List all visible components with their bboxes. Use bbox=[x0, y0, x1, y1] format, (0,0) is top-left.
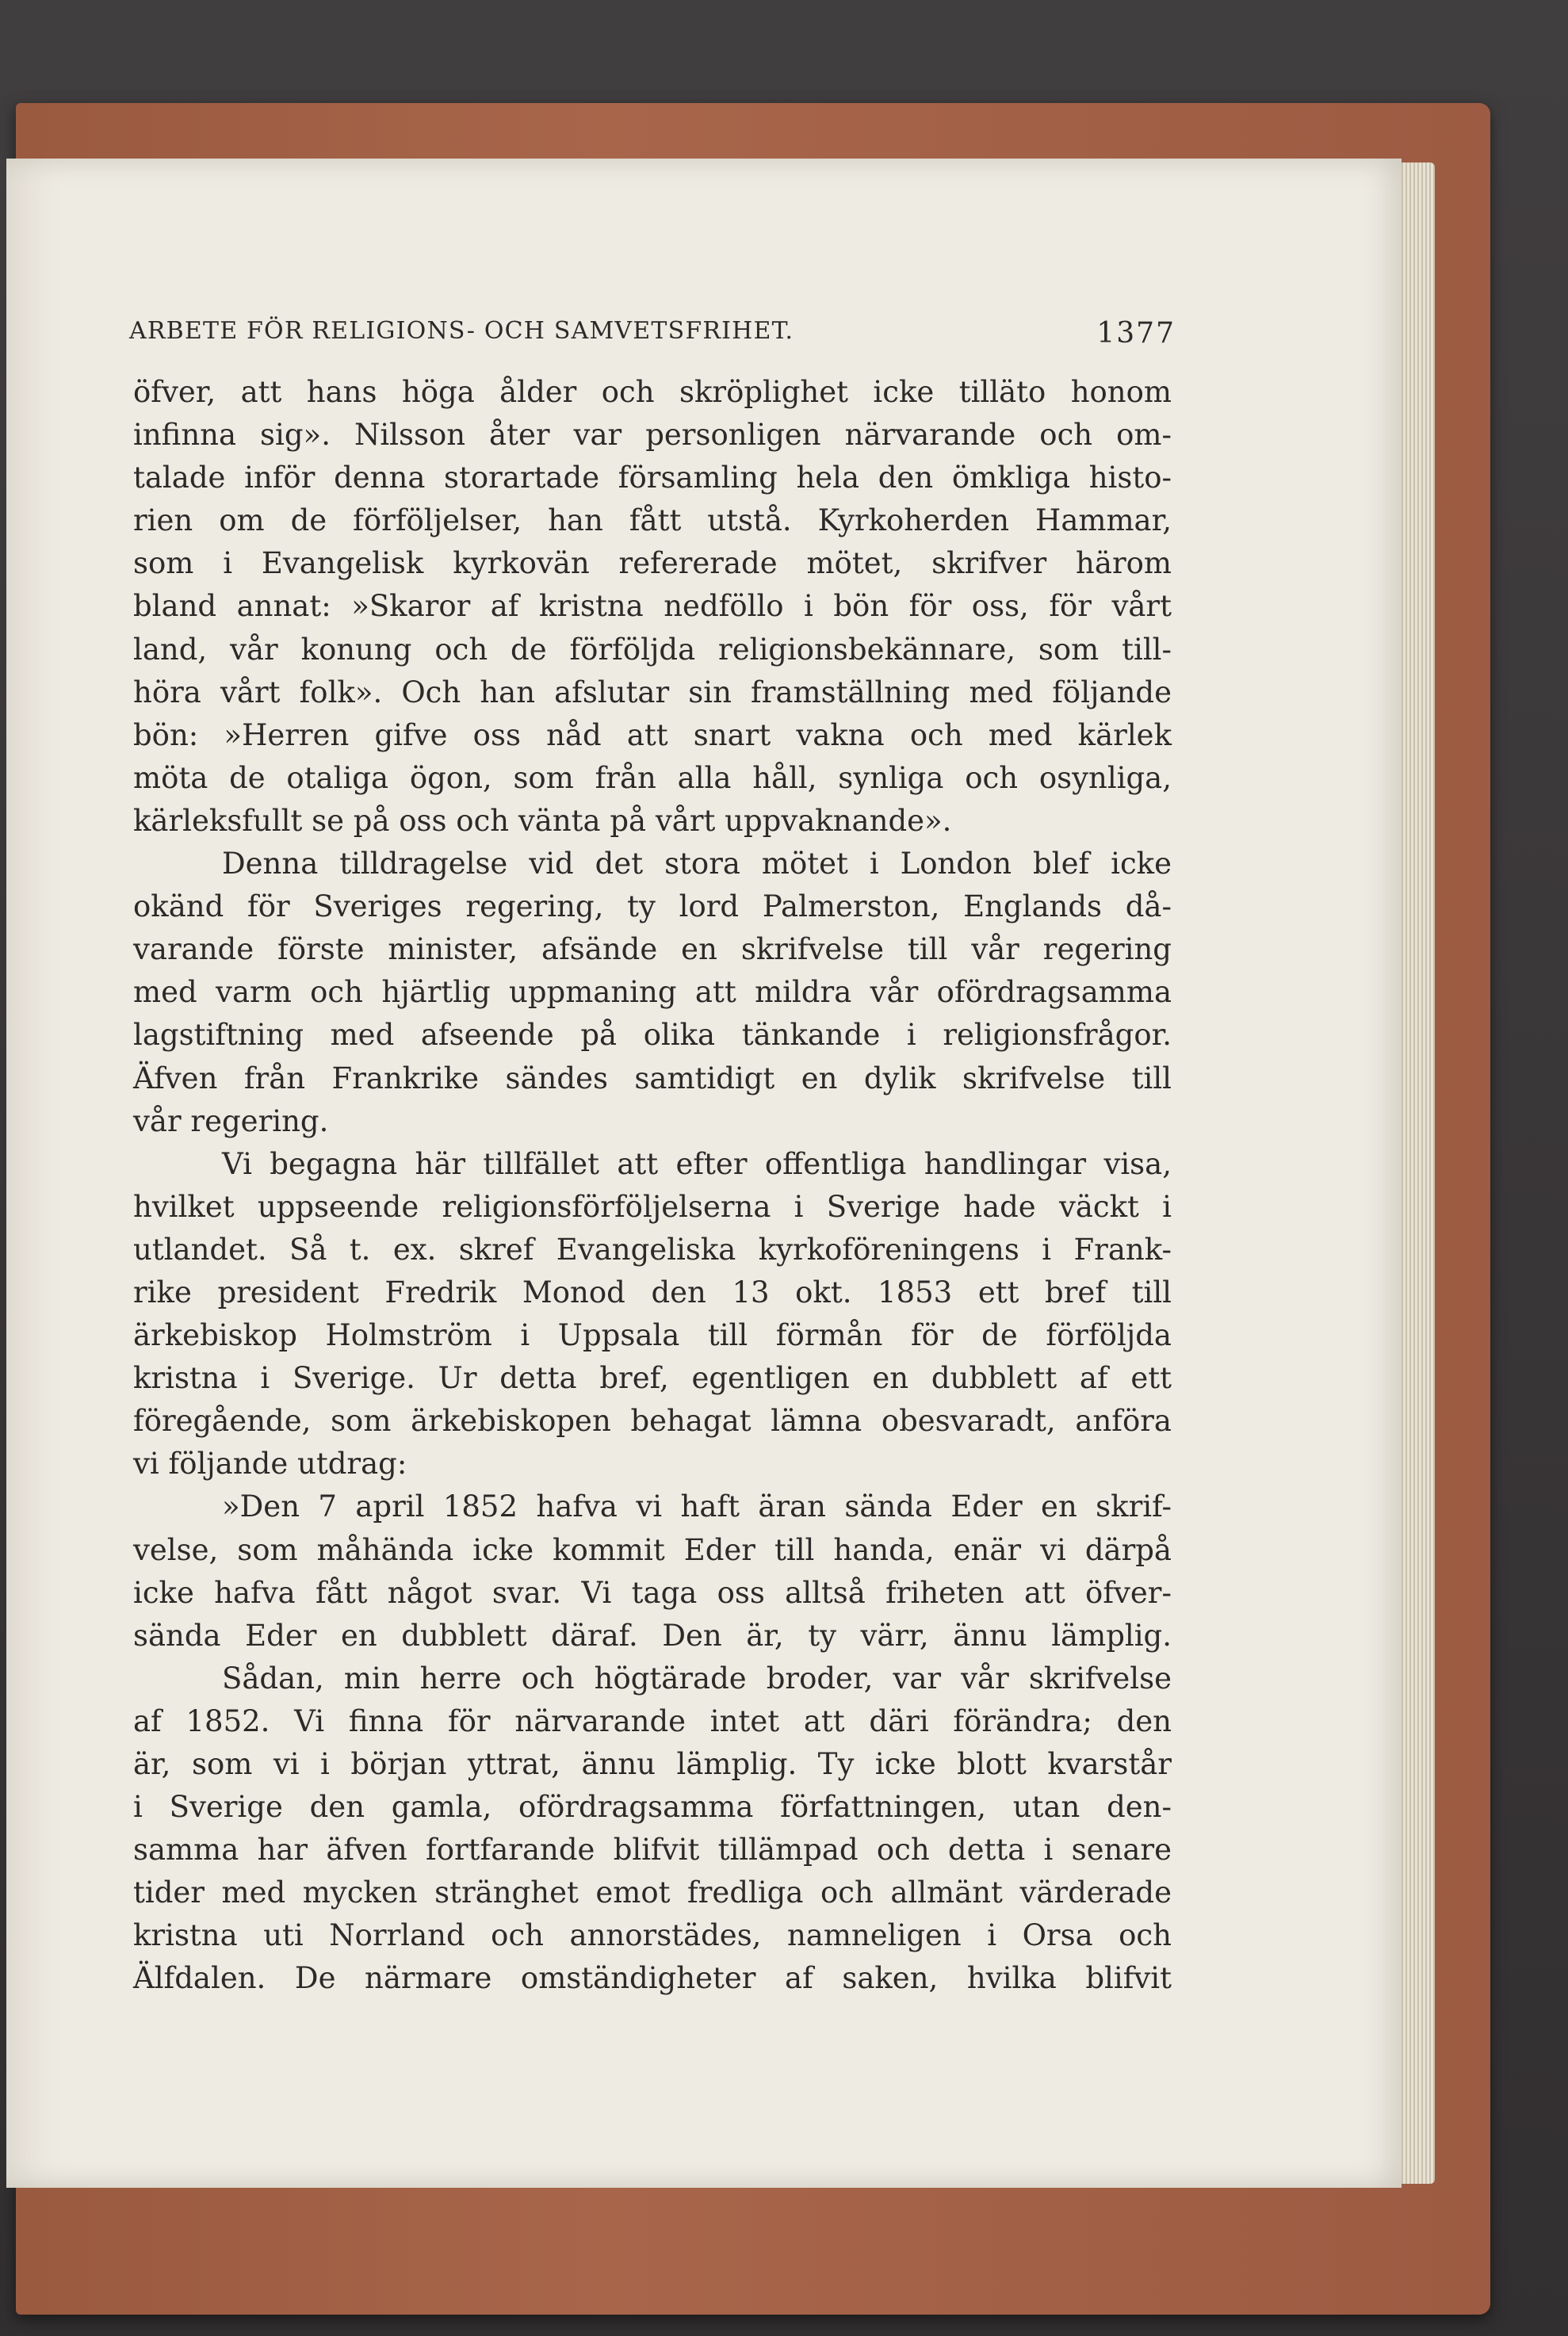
text-line: samma har äfven fortfarande blifvit tillämpad och detta i senare bbox=[133, 1833, 1172, 1868]
text-line: möta de otaliga ögon, som från alla håll, synliga och osynliga, bbox=[133, 760, 1172, 795]
text-line: tider med mycken stränghet emot fredliga och allmänt värderade bbox=[133, 1875, 1172, 1910]
text-line: Sådan, min herre och högtärade broder, var vår skrifvelse bbox=[222, 1661, 1172, 1696]
text-line: velse, som måhända icke kommit Eder till handa, enär vi därpå bbox=[133, 1532, 1172, 1567]
text-line: icke hafva fått något svar. Vi taga oss alltså friheten att öfver- bbox=[133, 1575, 1172, 1610]
text-line: rien om de förföljelser, han fått utstå. Kyrkoherden Hammar, bbox=[133, 503, 1172, 538]
text-line: hvilket uppseende religionsförföljelserna i Sverige hade väckt i bbox=[133, 1189, 1172, 1224]
text-line: som i Evangelisk kyrkovän refererade mötet, skrifver härom bbox=[133, 546, 1172, 581]
page-number: 1377 bbox=[1096, 317, 1176, 350]
text-line: höra vårt folk». Och han afslutar sin framställning med följande bbox=[133, 675, 1172, 709]
text-line: föregående, som ärkebiskopen behagat lämna obesvaradt, anföra bbox=[133, 1404, 1172, 1439]
text-line: land, vår konung och de förföljda religionsbekännare, som till- bbox=[133, 632, 1172, 667]
text-line: sända Eder en dubblett däraf. Den är, ty värr, ännu lämplig. bbox=[133, 1618, 1172, 1653]
text-line: är, som vi i början yttrat, ännu lämplig. Ty icke blott kvarstår bbox=[133, 1747, 1172, 1781]
text-line: kristna i Sverige. Ur detta bref, egentligen en dubblett af ett bbox=[133, 1361, 1172, 1396]
text-line: öfver, att hans höga ålder och skröplighet icke tilläto honom bbox=[133, 375, 1172, 409]
text-line: varande förste minister, afsände en skrifvelse till vår regering bbox=[133, 932, 1172, 967]
text-line: bland annat: »Skaror af kristna nedföllo i bön för oss, för vårt bbox=[133, 589, 1172, 624]
text-line: ärkebiskop Holmström i Uppsala till förmån för de förföljda bbox=[133, 1318, 1172, 1353]
running-head-title: ARBETE FÖR RELIGIONS- OCH SAMVETSFRIHET. bbox=[129, 317, 794, 345]
text-line: Älfdalen. De närmare omständigheter af saken, hvilka blifvit bbox=[133, 1961, 1172, 1996]
text-line: vår regering. bbox=[133, 1103, 329, 1138]
text-line: Denna tilldragelse vid det stora mötet i London blef icke bbox=[222, 847, 1172, 881]
text-line: bön: »Herren gifve oss nåd att snart vakna och med kärlek bbox=[133, 717, 1172, 752]
text-line: lagstiftning med afseende på olika tänkande i religionsfrågor. bbox=[133, 1018, 1172, 1053]
running-head bbox=[129, 317, 1176, 350]
text-line: i Sverige den gamla, ofördragsamma författningen, utan den- bbox=[133, 1790, 1172, 1825]
text-line: rike president Fredrik Monod den 13 okt. 1853 ett bref till bbox=[133, 1275, 1172, 1309]
text-line: »Den 7 april 1852 hafva vi haft äran sända Eder en skrif- bbox=[222, 1489, 1172, 1524]
text-line: kärleksfullt se på oss och vänta på vårt uppvaknande». bbox=[133, 803, 952, 838]
text-line: Vi begagna här tillfället att efter offentliga handlingar visa, bbox=[222, 1146, 1172, 1181]
text-line: Äfven från Frankrike sändes samtidigt en dylik skrifvelse till bbox=[133, 1061, 1172, 1095]
text-line: med varm och hjärtlig uppmaning att mildra vår ofördragsamma bbox=[133, 975, 1172, 1010]
text-line: kristna uti Norrland och annorstädes, namneligen i Orsa och bbox=[133, 1918, 1172, 1953]
text-line: okänd för Sveriges regering, ty lord Palmerston, Englands då- bbox=[133, 889, 1172, 924]
text-line: talade inför denna storartade församling hela den ömkliga histo- bbox=[133, 461, 1172, 495]
text-line: af 1852. Vi finna för närvarande intet att däri förändra; den bbox=[133, 1703, 1172, 1738]
book-page bbox=[6, 159, 1402, 2188]
text-line: infinna sig». Nilsson åter var personligen närvarande och om- bbox=[133, 418, 1172, 453]
text-line: utlandet. Så t. ex. skref Evangeliska kyrkoföreningens i Frank- bbox=[133, 1232, 1172, 1267]
body-text bbox=[133, 371, 1172, 2001]
text-line: vi följande utdrag: bbox=[133, 1447, 407, 1482]
